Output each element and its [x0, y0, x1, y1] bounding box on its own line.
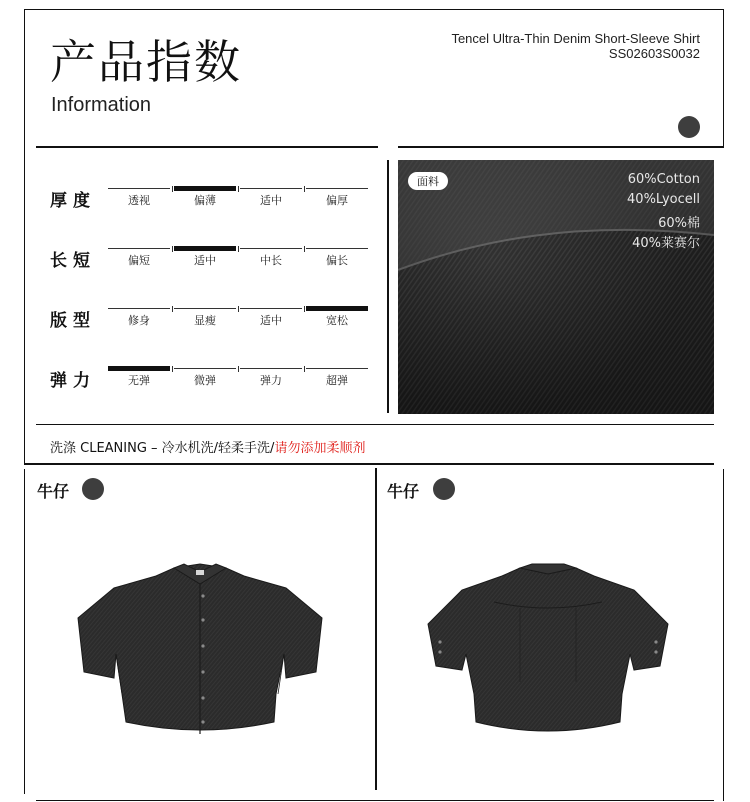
scale-bar [108, 188, 170, 189]
scale-bar [174, 368, 236, 369]
shirt-front-image [76, 562, 324, 738]
composition-line-1: 60%Cotton [627, 172, 700, 187]
scale-bar [108, 248, 170, 249]
composition-line-2: 40%Lyocell [627, 192, 700, 207]
attribute-option-label: 微弹 [194, 374, 216, 387]
bottom-left-border [24, 469, 25, 794]
attribute-option [240, 188, 302, 208]
attribute-option-label: 偏短 [128, 254, 150, 267]
scale-bar [306, 248, 368, 249]
section-divider [24, 463, 714, 465]
attribute-option [108, 188, 170, 208]
attributes-vertical-divider [387, 160, 389, 413]
scale-tick [304, 306, 305, 312]
attribute-option-label: 弹力 [260, 374, 282, 387]
selected-indicator-bar [108, 366, 170, 371]
attribute-option [108, 368, 170, 388]
scale-tick [172, 366, 173, 372]
scale-tick [172, 306, 173, 312]
scale-bar [108, 308, 170, 309]
attribute-option-label: 透视 [128, 194, 150, 207]
attribute-option-label: 显瘦 [194, 314, 216, 327]
attribute-option [240, 308, 302, 328]
scale-bar [174, 308, 236, 309]
fabric-swatch [398, 160, 714, 414]
washing-instructions [50, 437, 365, 456]
divider-left [36, 146, 378, 148]
attribute-option [306, 368, 368, 388]
scale-bar [240, 248, 302, 249]
wash-top-divider [36, 424, 714, 425]
scale-tick [304, 186, 305, 192]
attribute-option [240, 248, 302, 268]
selected-indicator-bar [306, 306, 368, 311]
scale-tick [238, 366, 239, 372]
color-dot-front [82, 478, 104, 500]
attribute-option [174, 368, 236, 388]
top-border [24, 9, 724, 10]
attribute-option-label: 适中 [260, 314, 282, 327]
color-swatch-dot [678, 116, 700, 138]
composition-line-4: 40%莱赛尔 [632, 236, 700, 251]
page-subtitle: Information [51, 94, 152, 116]
washing-warning: 请勿添加柔顺剂 [274, 441, 366, 456]
attribute-option-label: 偏长 [326, 254, 348, 267]
scale-tick [172, 186, 173, 192]
composition-line-3: 60%棉 [658, 216, 700, 231]
scale-tick [304, 366, 305, 372]
scale-bar [240, 188, 302, 189]
left-border-top [24, 9, 25, 464]
bottom-border [36, 800, 714, 801]
attribute-option [306, 248, 368, 268]
attribute-option-label: 中长 [260, 254, 282, 267]
attribute-label: 版型 [50, 311, 96, 331]
shirt-back-image [424, 562, 672, 738]
attribute-option [108, 248, 170, 268]
attribute-option-label: 适中 [194, 254, 216, 267]
attribute-option [108, 308, 170, 328]
attribute-label: 弹力 [50, 371, 96, 391]
washing-text: 洗涤 CLEANING – 冷水机洗/轻柔手洗/ [50, 441, 275, 456]
attribute-option-label: 偏厚 [326, 194, 348, 207]
attribute-option-label: 修身 [128, 314, 150, 327]
product-name: Tencel Ultra-Thin Denim Short-Sleeve Shirt [451, 31, 700, 46]
scale-tick [304, 246, 305, 252]
selected-indicator-bar [174, 186, 236, 191]
attribute-option [240, 368, 302, 388]
scale-bar [306, 188, 368, 189]
attribute-option [174, 248, 236, 268]
attribute-option [306, 308, 368, 328]
bottom-right-border [723, 469, 724, 801]
attribute-option-label: 无弹 [128, 374, 150, 387]
attribute-option [174, 188, 236, 208]
selected-indicator-bar [174, 246, 236, 251]
attribute-option-label: 宽松 [326, 314, 348, 327]
attribute-option [174, 308, 236, 328]
right-border-top [723, 9, 724, 146]
attribute-option [306, 188, 368, 208]
panel-label-front: 牛仔 [37, 482, 70, 501]
scale-bar [240, 368, 302, 369]
attribute-option-label: 适中 [260, 194, 282, 207]
scale-tick [238, 246, 239, 252]
scale-bar [306, 368, 368, 369]
color-dot-back [433, 478, 455, 500]
scale-tick [172, 246, 173, 252]
panels-middle-divider [375, 468, 377, 790]
attribute-option-label: 超弹 [326, 374, 348, 387]
divider-right [398, 146, 724, 148]
attribute-option-label: 偏薄 [194, 194, 216, 207]
scale-tick [238, 306, 239, 312]
product-code: SS02603S0032 [608, 46, 700, 61]
scale-bar [240, 308, 302, 309]
attribute-label: 长短 [50, 251, 96, 271]
scale-tick [238, 186, 239, 192]
attribute-label: 厚度 [50, 191, 96, 211]
page-title: 产品指数 [50, 35, 242, 89]
panel-label-back: 牛仔 [387, 482, 420, 501]
fabric-tag: 面料 [408, 172, 448, 190]
